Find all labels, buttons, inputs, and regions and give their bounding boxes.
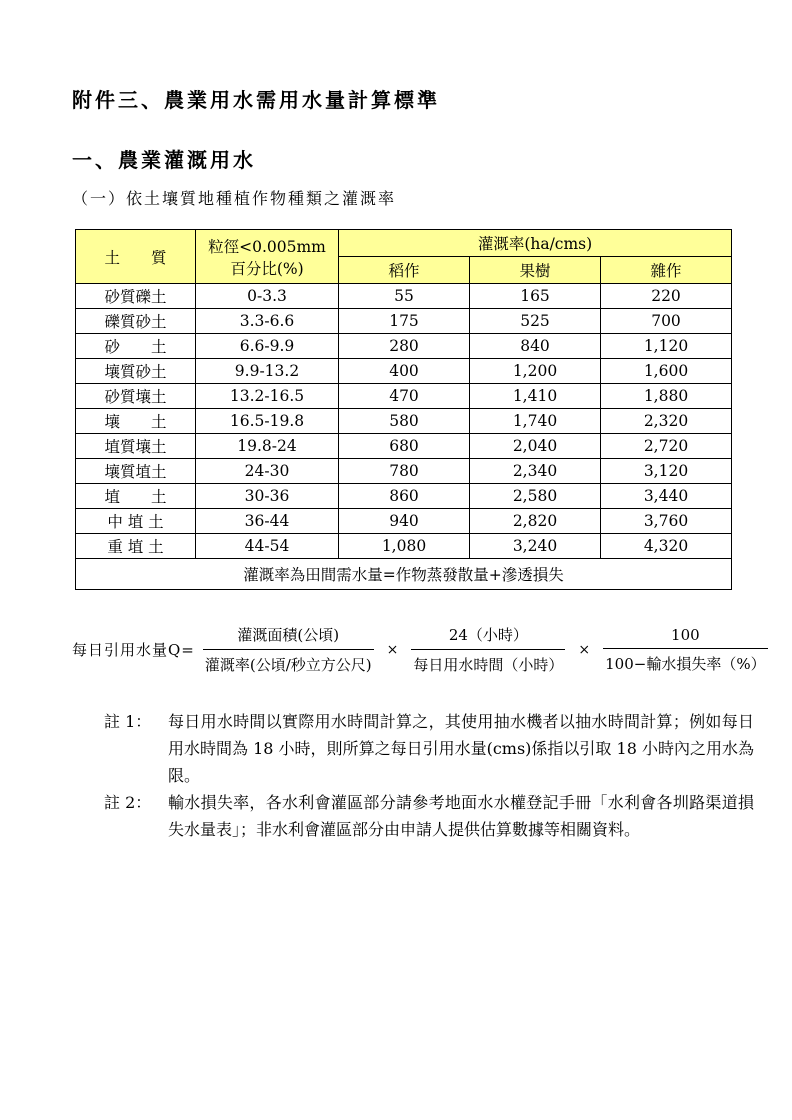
soil-type-cell: 砂質礫土 <box>76 284 196 309</box>
table-row <box>76 434 732 459</box>
fraction-numerator: 灌溉面積(公頃) <box>203 624 374 650</box>
fruit-rate-cell: 1,410 <box>470 384 601 409</box>
rice-rate-cell: 280 <box>339 334 470 359</box>
soil-type-cell: 壤質砂土 <box>76 359 196 384</box>
rice-rate-cell: 680 <box>339 434 470 459</box>
misc-rate-cell: 2,320 <box>601 409 732 434</box>
table-row <box>76 509 732 534</box>
table-row <box>76 409 732 434</box>
note-text: 輸水損失率，各水利會灌區部分請參考地面水水權登記手冊「水利會各圳路渠道損失水量表」；非水利會灌區部分由申請人提供估算數據等相關資料。 <box>168 793 754 839</box>
particle-size-line: 粒徑<0.005mm <box>208 237 326 256</box>
formula-label: 每日引用水量Q= <box>72 641 195 659</box>
table-footnote: 灌溉率為田間需水量=作物蒸發散量+滲透損失 <box>76 559 732 590</box>
percent-range-cell: 13.2-16.5 <box>196 384 339 409</box>
fruit-rate-cell: 1,740 <box>470 409 601 434</box>
table-row <box>76 359 732 384</box>
table-header-rate-group: 灌溉率(ha/cms) <box>339 230 732 257</box>
fraction-loss-rate <box>603 626 767 674</box>
percent-range-cell: 3.3-6.6 <box>196 309 339 334</box>
rice-rate-cell: 1,080 <box>339 534 470 559</box>
percent-range-cell: 44-54 <box>196 534 339 559</box>
misc-rate-cell: 700 <box>601 309 732 334</box>
table-row <box>76 484 732 509</box>
percent-range-cell: 16.5-19.8 <box>196 409 339 434</box>
percent-range-cell: 30-36 <box>196 484 339 509</box>
table-row <box>76 534 732 559</box>
percent-range-cell: 9.9-13.2 <box>196 359 339 384</box>
fraction-hours <box>411 624 565 675</box>
irrigation-rate-table <box>75 229 732 590</box>
rice-rate-cell: 940 <box>339 509 470 534</box>
table-header-row-1 <box>76 230 732 257</box>
note-label: 註 1： <box>104 712 152 731</box>
percent-range-cell: 6.6-9.9 <box>196 334 339 359</box>
fraction-denominator: 每日用水時間（小時） <box>413 656 564 674</box>
soil-type-cell: 中 埴 土 <box>76 509 196 534</box>
fruit-rate-cell: 3,240 <box>470 534 601 559</box>
fruit-rate-cell: 2,580 <box>470 484 601 509</box>
table-row <box>76 284 732 309</box>
rice-rate-cell: 860 <box>339 484 470 509</box>
fraction-denominator: 100−輸水損失率（%） <box>605 654 766 673</box>
fraction-denominator: 灌溉率(公頃/秒立方公尺) <box>204 656 372 674</box>
rice-rate-cell: 470 <box>339 384 470 409</box>
table-row <box>76 309 732 334</box>
table-header-particle <box>196 230 339 284</box>
note-text: 每日用水時間以實際用水時間計算之，其使用抽水機者以抽水時間計算；例如每日用水時間為 18 小時，則所算之每日引用水量(cms)係指以引取 18 小時內之用水為限。 <box>168 712 754 785</box>
multiply-sign: × <box>578 641 591 658</box>
note-item <box>104 789 754 843</box>
multiply-sign: × <box>386 641 399 658</box>
soil-type-cell: 壤質埴土 <box>76 459 196 484</box>
fruit-rate-cell: 2,040 <box>470 434 601 459</box>
fruit-rate-cell: 2,820 <box>470 509 601 534</box>
percentage-line: 百分比(%) <box>230 259 304 278</box>
fraction-numerator: 100 <box>603 626 767 649</box>
fruit-rate-cell: 1,200 <box>470 359 601 384</box>
table-header-misc: 雜作 <box>601 257 732 284</box>
table-header-rice: 稻作 <box>339 257 470 284</box>
soil-type-cell: 壤 土 <box>76 409 196 434</box>
subsection-heading: （一）依土壤質地種植作物種類之灌溉率 <box>72 189 397 208</box>
table-row <box>76 459 732 484</box>
fruit-rate-cell: 525 <box>470 309 601 334</box>
percent-range-cell: 0-3.3 <box>196 284 339 309</box>
table-footnote-row <box>76 559 732 590</box>
table-row <box>76 334 732 359</box>
soil-type-cell: 重 埴 土 <box>76 534 196 559</box>
table-header-fruit: 果樹 <box>470 257 601 284</box>
percent-range-cell: 19.8-24 <box>196 434 339 459</box>
rice-rate-cell: 580 <box>339 409 470 434</box>
soil-type-cell: 砂質壤土 <box>76 384 196 409</box>
note-item <box>104 708 754 789</box>
soil-type-cell: 礫質砂土 <box>76 309 196 334</box>
misc-rate-cell: 4,320 <box>601 534 732 559</box>
rice-rate-cell: 175 <box>339 309 470 334</box>
percent-range-cell: 36-44 <box>196 509 339 534</box>
rice-rate-cell: 780 <box>339 459 470 484</box>
daily-water-formula <box>72 624 766 675</box>
soil-type-cell: 砂 土 <box>76 334 196 359</box>
misc-rate-cell: 3,440 <box>601 484 732 509</box>
percent-range-cell: 24-30 <box>196 459 339 484</box>
fruit-rate-cell: 165 <box>470 284 601 309</box>
page-title: 附件三、農業用水需用水量計算標準 <box>72 88 440 112</box>
fraction-numerator: 24（小時） <box>411 624 565 650</box>
misc-rate-cell: 3,120 <box>601 459 732 484</box>
table-header-soil: 土 質 <box>76 230 196 284</box>
misc-rate-cell: 3,760 <box>601 509 732 534</box>
section-heading: 一、農業灌溉用水 <box>72 148 256 172</box>
fruit-rate-cell: 840 <box>470 334 601 359</box>
soil-type-cell: 埴 土 <box>76 484 196 509</box>
fraction-area-over-rate <box>203 624 374 675</box>
notes-section <box>104 708 754 843</box>
fruit-rate-cell: 2,340 <box>470 459 601 484</box>
rice-rate-cell: 400 <box>339 359 470 384</box>
misc-rate-cell: 1,120 <box>601 334 732 359</box>
note-label: 註 2： <box>104 793 152 812</box>
misc-rate-cell: 220 <box>601 284 732 309</box>
rice-rate-cell: 55 <box>339 284 470 309</box>
misc-rate-cell: 2,720 <box>601 434 732 459</box>
misc-rate-cell: 1,880 <box>601 384 732 409</box>
soil-type-cell: 埴質壤土 <box>76 434 196 459</box>
misc-rate-cell: 1,600 <box>601 359 732 384</box>
table-row <box>76 384 732 409</box>
